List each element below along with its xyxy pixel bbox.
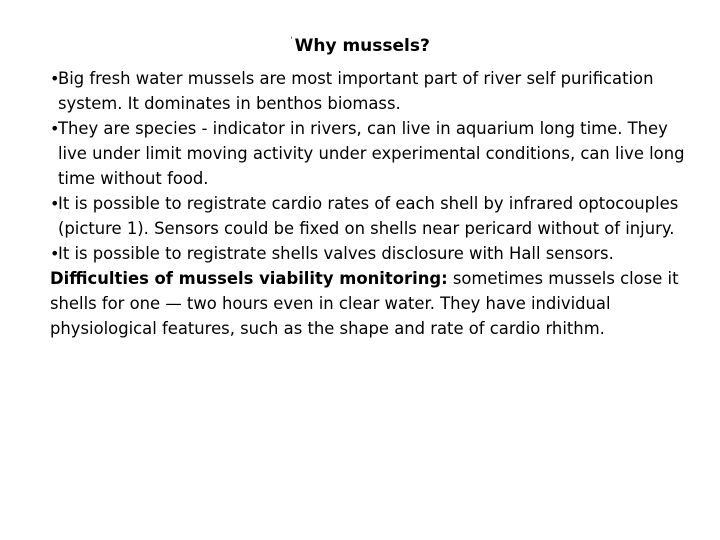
bullet-item [50,241,690,266]
bullet-dot: • [50,194,60,213]
bullet-item [50,116,690,191]
title-mark: ' [290,36,293,46]
bullet-item [50,191,690,241]
bullet-dot: • [50,244,60,263]
difficulties-text: sometimes mussels close it shells for one — two hours even in clear water. They have individual physiological features, such as the shape and rate of cardio rhithm. [50,269,679,338]
bullet-text: It is possible to registrate shells valves disclosure with Hall sensors. [58,244,614,263]
bullet-dot: • [50,119,60,138]
slide-title: Why mussels? [294,36,430,56]
bullet-text: Big fresh water mussels are most important part of river self purification system. It dominates in benthos biomass. [58,69,654,113]
slide-content [50,66,690,341]
bullet-item [50,66,690,116]
bullet-dot: • [50,69,60,88]
title-container [0,36,720,56]
difficulties-label: Difficulties of mussels viability monitoring: [50,269,448,288]
bullet-text: They are species - indicator in rivers, can live in aquarium long time. They live under limit moving activity under experimental conditions, can live long time without food. [58,119,685,188]
difficulties-paragraph [50,266,690,341]
bullet-text: It is possible to registrate cardio rates of each shell by infrared optocouples (picture 1). Sensors could be fixed on shells near pericard without of injury. [58,194,679,238]
